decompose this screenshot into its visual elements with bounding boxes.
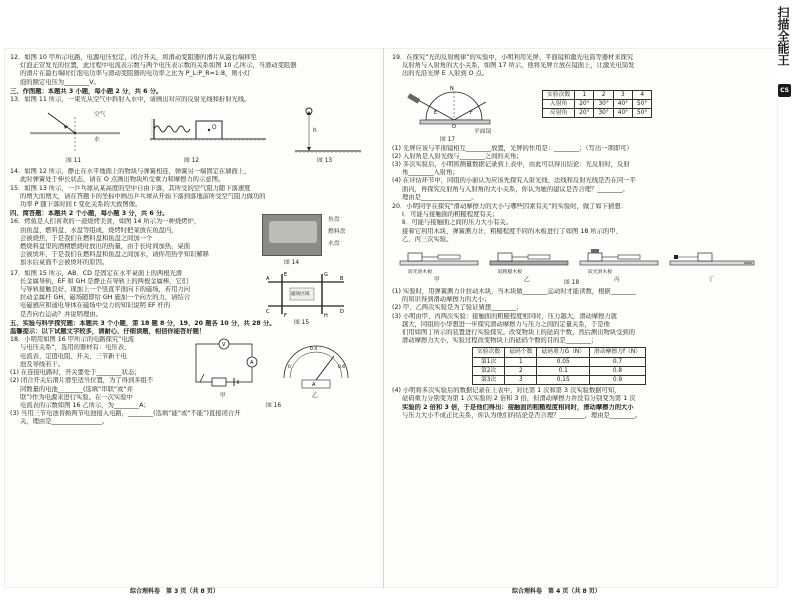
- q19-part-3-line-2: 角________入射角；: [402, 169, 459, 177]
- fig18-sub-yi: 乙: [524, 277, 530, 284]
- q20-line-1: 20．小明同学在探究“滑动摩擦力的大小与哪些因素有关”的实验时，做了如下猜想：: [392, 203, 627, 211]
- q19-part-1: (1) 光屏应该与平面镜相互________放置，光屏的作用是：________；（写出一项即可）: [392, 144, 633, 152]
- fig18-label-bing-board: 较光滑木板: [588, 270, 612, 276]
- q17-line-2: 长金属导轨，EF 和 GH 是静止在导轨上的两根金属棒，它们: [20, 277, 189, 285]
- q19-part-4-line-3: 理由是________________。: [402, 193, 478, 201]
- figure-18: [392, 245, 758, 287]
- q16-line-4: 燃烧料盘里的酒精燃烧时放出的热量，由于长时间加热，桌面: [20, 243, 191, 251]
- fig14-caption: 图 14: [284, 260, 300, 267]
- svg-text:F: F: [284, 312, 287, 318]
- fig15-caption: 图 15: [294, 319, 310, 326]
- table-header-row: 实验次数 砝码个数 砝码重力G（N） 滑动摩擦力f（N）: [473, 348, 646, 357]
- q18-line-2: 与电压关系”，选用的器材有：电压表、: [20, 344, 131, 352]
- fig11-caption: 图 11: [66, 158, 82, 165]
- q15-line-1: 15．如图 13 所示，一乒乓球从某高度的空中自由下落，其所受的空气阻力随下落速度: [10, 184, 251, 192]
- table-row: 第3次 3 0.15 0.9: [473, 376, 646, 385]
- fig18-setup-bing: [580, 249, 658, 265]
- left-page: [10, 54, 378, 427]
- q12-line-2: 灯泡正常发光的位置，此过程中电流表示数与两个电压表示数的关系如图 10 乙所示，当滑动变阻器: [20, 62, 297, 70]
- fig16-caption: 图 16: [266, 403, 282, 410]
- fig17-data-table: [542, 90, 652, 119]
- q20-part-4-line-3: 实验的 2 倍和 3 倍，于是他们得出：接触面的粗糙程度相同时，滑动摩擦力的大小: [402, 403, 634, 411]
- svg-text:O: O: [452, 123, 456, 130]
- q14-line-2: 此时弹簧处于伸长状态，请在 O 点画出物块所受重力和摩擦力的示意图。: [20, 176, 225, 184]
- q18-part-1: (1) 在连接电路时，开关要处于________状态；: [10, 369, 141, 377]
- reflection-angle-table: [542, 90, 652, 119]
- fig18-label-yi-board: 较粗糙木板: [498, 270, 522, 276]
- section-4-heading: 四、简答题：本题共 2 个小题，每小题 3 分，共 6 分。: [10, 210, 169, 218]
- q20-part-3-line-2: 越大，同组的小华想进一步探究滑动摩擦力与压力之间的定量关系，于是他: [402, 320, 610, 328]
- q17-line-5: 电磁感应和通电导体在磁场中受力的知识说明 EF 杆的: [20, 302, 171, 310]
- fig18-setup-jia: [400, 253, 478, 265]
- fig14-fuel-label: 燃料盘: [328, 229, 346, 236]
- fig12-caption: 图 12: [184, 158, 200, 165]
- section-5-heading: 五、实验与科学探究题：本题共 3 个小题，第 18 题 8 分，19、20 题各 10 分，共 28 分。: [10, 319, 276, 327]
- q16-line-6: 加水后桌面不会被烫坏的原因。: [20, 259, 109, 267]
- table-header-row: 实验次数 1 2 3 4: [543, 90, 652, 99]
- grill-photo: [262, 214, 322, 256]
- svg-text:B: B: [340, 275, 344, 282]
- section-3-heading: 三、作图题：本题共 3 小题，每小题 2 分，共 6 分。: [10, 87, 163, 95]
- q18-line-4: 池及导线若干。: [20, 360, 65, 368]
- svg-text:H: H: [324, 312, 328, 318]
- svg-text:N: N: [450, 85, 454, 92]
- cs-logo-icon: CS: [778, 84, 791, 97]
- q19-part-2: (2) 入射角是入射光线与________之间的夹角；: [392, 152, 523, 160]
- friction-table-wrap: [392, 347, 758, 385]
- q20-part-3-line-3: 们用如图丁所示的装置进行实验探究。改变物块上的砝码个数，然后测出物块受到的: [402, 329, 635, 337]
- fig13-h-label: h: [313, 128, 317, 135]
- q20-part-1-line-2: 的知识得到滑动摩擦力的大小；: [402, 296, 491, 304]
- svg-text:A: A: [250, 360, 254, 367]
- fig11-air-label: 空气: [94, 112, 106, 119]
- table-row: 第1次 1 0.05 0.7: [473, 357, 646, 366]
- q18-part-2-line-1: (2) 闭合开关后滑片滑至适当位置，为了得到多组不: [10, 377, 154, 385]
- fig18-setup-ding: [670, 253, 754, 265]
- q20-line-2: 接着它利用木块、弹簧测力计，粗糙程度不同的木板进行了如图 18 所示的甲、: [402, 227, 622, 235]
- svg-text:G: G: [324, 271, 328, 278]
- q17-line-6: 是否向右运动？并说明理由。: [20, 310, 102, 318]
- figure-11: [30, 105, 120, 165]
- q17-line-1: 17．如图 15 所示，AB、CD 是固定在水平桌面上的两根光滑: [10, 269, 183, 277]
- fig16-yi-label: 乙: [312, 393, 318, 400]
- figures-11-13: [10, 105, 378, 167]
- q16-line-5: 会被烫坏，于是我们在燃料盘和鱼盘之间加水，请你用热学知识解释: [20, 251, 209, 259]
- q12-line-3: 的滑片在最右端时灯泡电功率与滑动变阻器的电功率之比为 P_L:P_R=1:8，则小灯: [20, 70, 251, 78]
- q19-part-4-line-2: 面内，再探究反射角与入射角的大小关系，你认为她的建议是否合理？________。: [402, 185, 629, 193]
- q16-line-2: 由鱼盘、燃料盘、水盘等组成，烧烤时把菜放在鱼盘内，: [20, 226, 178, 234]
- figure-13: [295, 105, 365, 165]
- table-row: 入射角 20° 30° 40° 50°: [543, 99, 652, 108]
- fig14-water-label: 水盘: [328, 241, 340, 248]
- q20-line-3: 乙、丙三次实验。: [402, 235, 453, 243]
- fig15-region-label: 磁场区域: [291, 291, 310, 297]
- q17-line-3: 与导轨接触良好，现加上一个竖直平面向下的磁场，若用力向: [20, 286, 191, 294]
- q18-part-2-line-3: 联”)作为电源来进行实验。在一次实验中: [20, 393, 133, 401]
- figure-12: [150, 105, 270, 165]
- friction-data-table: [472, 347, 646, 385]
- fig11-water-label: 水: [94, 137, 100, 144]
- q20-part-3-line-1: (3) 小明由甲、丙两次实验：接触面的粗糙程度相同时，压力越大，滑动摩擦力就: [392, 312, 618, 320]
- fig18-sub-bing: 丙: [614, 277, 620, 284]
- svg-text:E: E: [284, 271, 288, 278]
- q16-block: [10, 218, 378, 267]
- figure-14: [262, 214, 378, 270]
- q18-line-1: 18．小明用如图 16 甲所示的电路探究“电流: [10, 336, 135, 344]
- fig17-caption: 图 17: [440, 136, 456, 143]
- q20-part-4-line-1: (4) 小明将多次实验后的数据记录在上表中，对比第 1 次和第 3 次实验数据可知，: [392, 387, 621, 395]
- fig18-caption: 图 18: [564, 280, 580, 287]
- q15-line-2: 的增大而增大，请在答题卡的坐标中画出乒乓球从开始下落到落地前所受空气阻力做功的: [20, 192, 266, 200]
- right-page-footer: 综合理科卷 第 4 页（共 8 页）: [512, 588, 601, 595]
- q13-line-1: 13．如图 11 所示，一束光从空气中斜射入水中，请画出对应的反射光线和折射光线。: [10, 96, 251, 104]
- q20-part-3-line-4: 滑动摩擦力大小，实验过程改变物块上的砝码个数的目的是________；: [402, 337, 598, 345]
- svg-text:A: A: [266, 275, 270, 282]
- q17-line-4: 拉动金属杆 GH，磁场随即给 GH 施加一个向左的力，请结合: [20, 294, 191, 302]
- svg-text:F: F: [470, 109, 473, 116]
- fig18-setup-yi: [490, 253, 568, 265]
- svg-text:0.4: 0.4: [310, 347, 318, 353]
- q20-hypothesis-2: Ⅱ．可能与接触面之间的压力大小有关。: [402, 219, 513, 227]
- q12-line-1: 12．如图 10 甲所示电路，电源电压恒定，闭合开关，将滑动变阻器的滑片从最右端移至: [10, 54, 257, 61]
- fig16-jia-label: 甲: [220, 393, 226, 400]
- fig18-label-jia-board: 较光滑木板: [408, 270, 432, 276]
- q16-line-3: 会被烧焦，于是我们在燃料盘和鱼盘之间加一个: [20, 234, 153, 242]
- fig18-sub-ding: 丁: [708, 277, 714, 284]
- left-page-footer: 综合理科卷 第 3 页（共 8 页）: [130, 588, 219, 595]
- page-divider: [383, 48, 384, 588]
- q19-part-3-line-1: (3) 多次实验后，小明将测量数据记录到上表中，由此可以得出结论：光反射时，反射: [392, 161, 630, 169]
- warm-tip: 温馨提示：以下试题文字较多，请耐心、仔细读题，相信你能答好题！: [10, 328, 206, 336]
- q18-part-2-line-4: 电流表的示数如图 16 乙所示，为________A；: [20, 401, 150, 409]
- figure-17-row: [392, 80, 758, 144]
- svg-text:D: D: [340, 308, 344, 315]
- q18-part-3-line-2: 关，理由是________________。: [20, 418, 109, 426]
- svg-text:C: C: [266, 308, 270, 315]
- fig18-sub-jia: 甲: [434, 277, 440, 284]
- fig14-fish-label: 鱼盘: [328, 217, 340, 224]
- q18-block: [10, 336, 378, 426]
- svg-text:E: E: [434, 109, 438, 116]
- table-row: 反射角 20° 30° 40° 50°: [543, 109, 652, 118]
- q20-part-4-line-2: 砝码重力分别变为第 1 次实验的 2 倍和 3 倍，但滑动摩擦力并没有分别变为第 1 次: [402, 395, 636, 403]
- right-page: [392, 54, 758, 420]
- brand-name: 扫描全能王: [776, 6, 790, 66]
- q19-part-4-line-1: (4) 在评估环节中，同组的小丽认为应该先探究入射光线、法线和反射光线是否在同一平: [392, 177, 636, 185]
- q20-part-2: (2) 甲、乙两次实验是为了验证猜想________；: [392, 304, 523, 312]
- figure-16: [190, 334, 370, 414]
- table-row: 第2次 2 0.1 0.8: [473, 366, 646, 375]
- fig13-caption: 图 13: [317, 158, 333, 165]
- figure-17: [396, 80, 506, 143]
- fig12-point-label: O: [212, 125, 217, 132]
- q14-line-1: 14．如图 12 所示，静止在水平地面上的物块与弹簧相连，弹簧另一端固定在墙面上，: [10, 168, 251, 176]
- q12-line-4: 泡的额定电压为________V。: [20, 78, 100, 86]
- q20-part-1-line-1: (1) 实验时，用弹簧测力计拉动木块，当木块做________运动时才能读数，根据________: [392, 288, 636, 296]
- svg-text:0.6: 0.6: [338, 365, 346, 371]
- q20-part-4-line-4: 与压力大小不成正比关系，你认为他们的结论是否合理？________，理由是________。: [402, 411, 642, 419]
- q18-part-2-line-2: 同数量的电池________(选填“串联”或“并: [20, 385, 133, 393]
- svg-text:V: V: [222, 342, 226, 349]
- fig17-mirror-label: 平面镜: [474, 128, 492, 135]
- q20-hypothesis-1: Ⅰ．可能与接触面的粗糙程度有关；: [402, 211, 499, 219]
- q16-line-1: 16．烤鱼是人们喜欢的一道烧烤美食，如图 14 所示为一种烧烤炉，: [10, 218, 201, 226]
- q19-line-1: 19．在探究“光的反射规律”的实验中，小明利用光屏、平面镜和激光电筒等器材来探究: [392, 54, 634, 61]
- q18-line-3: 电流表、定值电阻、开关、三节新干电: [20, 352, 128, 360]
- svg-text:0: 0: [288, 365, 291, 371]
- q15-line-3: 功率 P 随下落时间 t 变化关系的大致图像。: [20, 201, 142, 209]
- q19-line-3: 出的光沿光屏 E 入射到 O 点。: [402, 70, 489, 78]
- q19-line-2: 反射角与入射角的大小关系，如图 17 所示，他将光屏立放在镜面上，让激光电筒发: [402, 62, 635, 70]
- scanner-brand: [776, 0, 794, 96]
- svg-text:A: A: [312, 382, 316, 389]
- q18-part-3-line-1: (3) 当用三节电池替换两节电池接入电路，________(选填“能”或“不能”)直接闭合开: [10, 410, 241, 418]
